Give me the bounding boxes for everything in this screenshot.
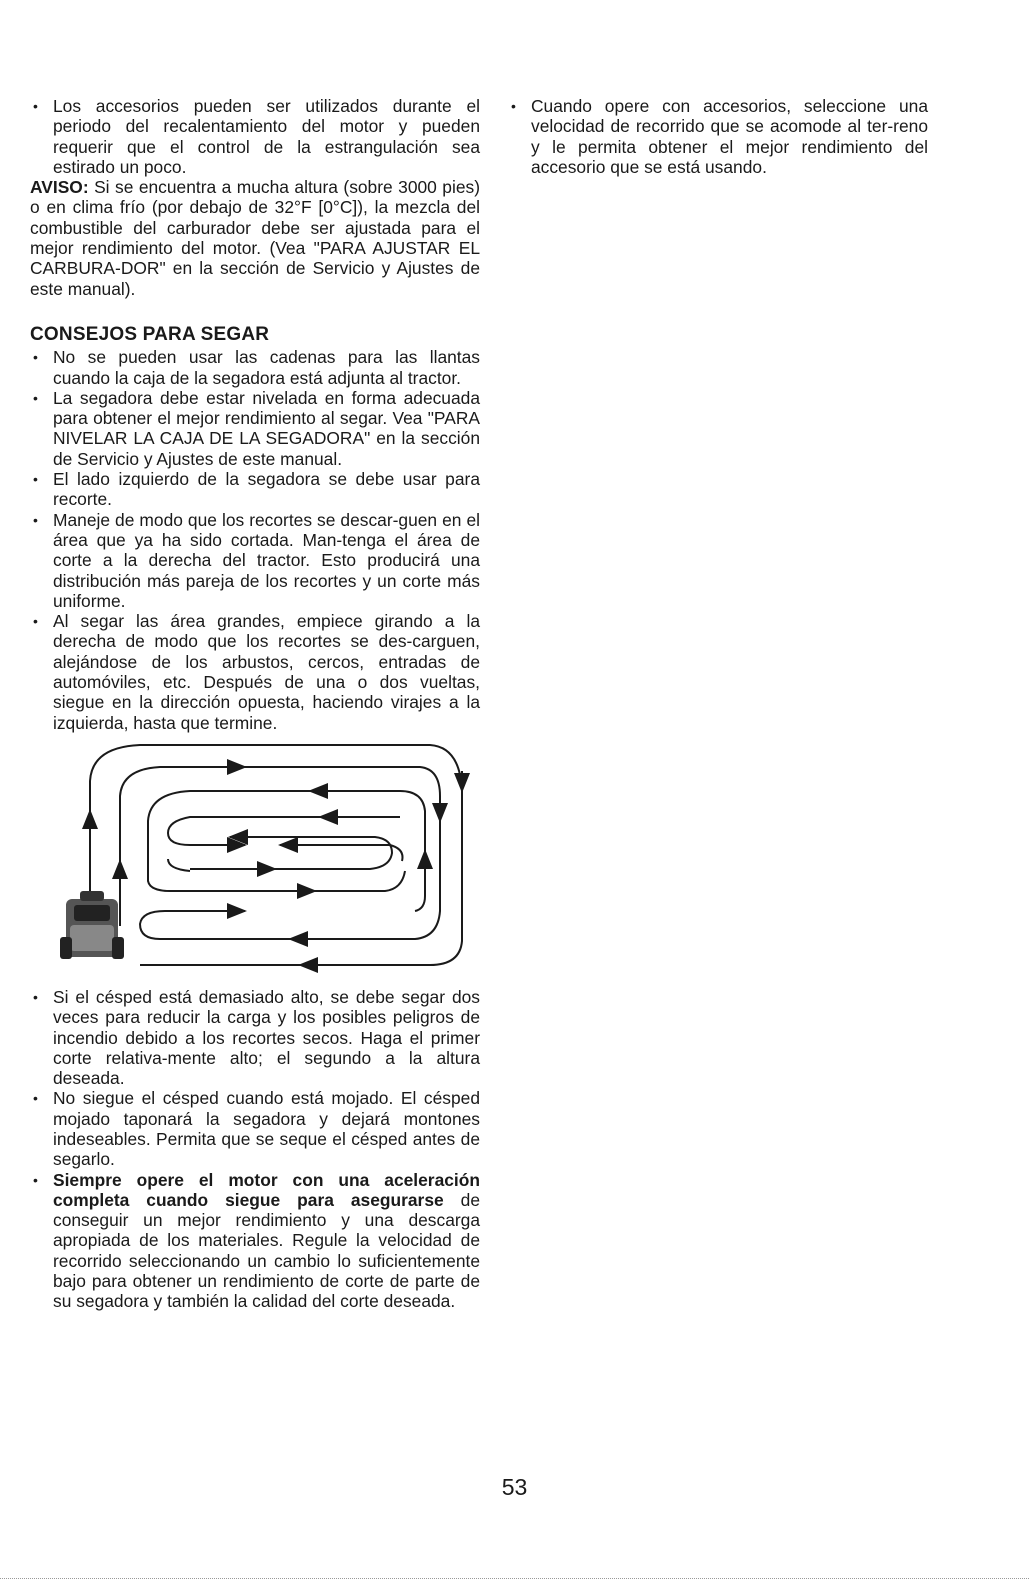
list-item: • No se pueden usar las cadenas para las llantas cuando la caja de la segadora está adjunta al tractor. — [30, 347, 480, 388]
body-text: de conseguir un mejor rendimiento y una descarga apropiada de los materiales. Regule la velocidad de recorrido seleccionando un cambio lo suficientemente bajo para obtener un rendimiento de corte de parte de su segadora y también la calidad del corte deseada. — [53, 1189, 480, 1312]
intro-bullet-list — [30, 96, 480, 177]
emphasis-text: Siempre opere el motor con una aceleración completa cuando siegue para asegurarse — [53, 1169, 480, 1210]
accessory-bullet-list — [508, 96, 928, 177]
list-item: • Cuando opere con accesorios, seleccione una velocidad de recorrido que se acomode al ter-reno y le permita obtener el mejor rendimiento del accesorio que se está usando. — [508, 96, 928, 177]
mowing-pattern-arrows — [30, 741, 470, 973]
aviso-paragraph — [30, 177, 480, 299]
list-item: • La segadora debe estar nivelada en forma adecuada para obtener el mejor rendimiento al segar. Vea "PARA NIVELAR LA CAJA DE LA SEGADORA" en la sección de Servicio y Ajustes de este manual. — [30, 388, 480, 469]
riding-mower-icon — [60, 891, 124, 959]
mowing-pattern-diagram — [30, 741, 470, 973]
left-column — [30, 96, 480, 1312]
page-number: 53 — [501, 1474, 528, 1500]
right-column — [508, 96, 928, 177]
bottom-divider — [0, 1578, 1029, 1581]
list-item: • No siegue el césped cuando está mojado. El césped mojado taponará la segadora y dejará montones indeseables. Permita que se seque el césped antes de segarlo. — [30, 1088, 480, 1169]
list-item — [30, 1170, 480, 1312]
mowing-tips-list — [30, 347, 480, 733]
list-item: • El lado izquierdo de la segadora se debe usar para recorte. — [30, 469, 480, 510]
list-item: • Si el césped está demasiado alto, se debe segar dos veces para reducir la carga y los posibles peligros de incendio debido a los recortes secos. Haga el primer corte relativa-mente alto; el segundo a la altura deseada. — [30, 987, 480, 1088]
section-title: CONSEJOS PARA SEGAR — [30, 323, 270, 345]
list-item: • Los accesorios pueden ser utilizados durante el periodo del recalentamiento del motor y pueden requerir que el control de la estrangulación sea estirado un poco. — [30, 96, 480, 177]
list-item: • Maneje de modo que los recortes se descar-guen en el área que ya ha sido cortada. Man-tenga el área de corte a la derecha del tractor. Esto producirá una distribución más pareja de los recortes y un corte más uniforme. — [30, 510, 480, 611]
aviso-label: AVISO: — [30, 177, 89, 198]
list-item: • Al segar las área grandes, empiece girando a la derecha de modo que los recortes se des-carguen, alejándose de los arbustos, cercos, entradas de automóviles, etc. Después de una o dos vueltas, siegue en la dirección opuesta, haciendo virajes a la izquierda, hasta que termine. — [30, 611, 480, 733]
aviso-text: Si se encuentra a mucha altura (sobre 3000 pies) o en clima frío (por debajo de 32°F [0°C]), la mezcla del combustible del carburador debe ser ajustada para el mejor rendimiento del motor. (Vea "PARA AJUSTAR EL CARBURA-DOR" en la sección de Servicio y Ajustes de este manual). — [30, 177, 480, 299]
after-diagram-list — [30, 987, 480, 1312]
